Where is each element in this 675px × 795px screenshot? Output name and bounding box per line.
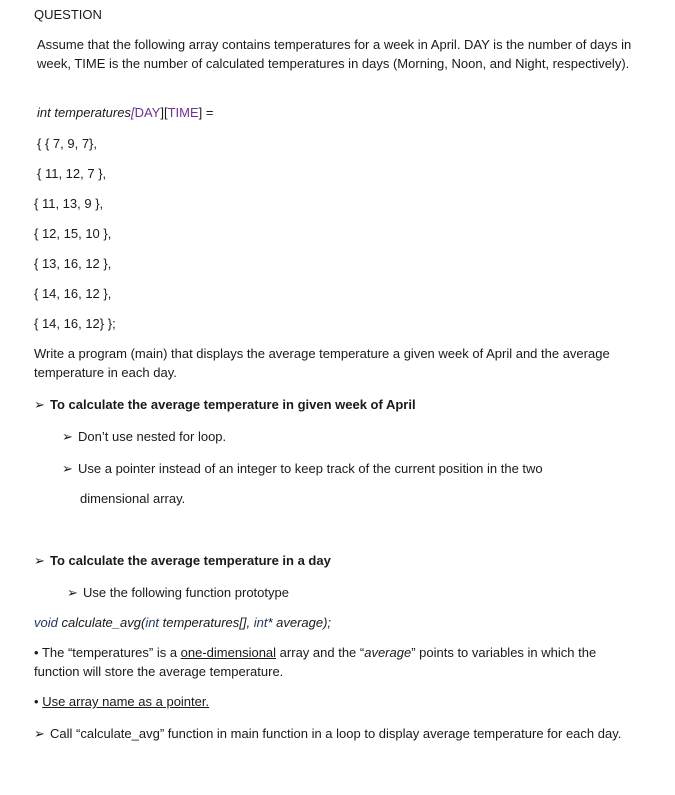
arrow-bullet-icon: ➢	[34, 553, 45, 568]
prototype-param-average: * average);	[267, 615, 332, 630]
bullet-dot-icon: •	[34, 645, 39, 660]
bullet-array-pointer: • Use array name as a pointer.	[34, 694, 210, 709]
prototype-param-temperatures: temperatures[],	[159, 615, 254, 630]
prototype-int-keyword: int	[145, 615, 160, 630]
section1-item-1: ➢ Don’t use nested for loop.	[62, 429, 227, 444]
array-row: { 11, 12, 7 },	[37, 166, 107, 181]
arrow-bullet-icon: ➢	[34, 726, 45, 741]
bullet-temperatures-explanation: • The “temperatures” is a one-dimensional array and the “average” points to variables in which the function will store the average temperature.	[34, 645, 597, 679]
array-row: { 12, 15, 10 },	[34, 226, 112, 241]
intro-paragraph: Assume that the following array contains temperatures for a week in April. DAY is the number of days in week, TIME is the number of calculated temperatures in days (Morning, Noon, and Night, respectively).	[37, 37, 632, 71]
function-prototype	[34, 613, 331, 632]
declaration-type: int temperatures	[37, 105, 131, 120]
prototype-int-keyword: int	[253, 615, 268, 630]
array-row: { 11, 13, 9 },	[34, 196, 104, 211]
section2-item-1: ➢ Use the following function prototype	[67, 585, 289, 600]
declaration-dim-time: TIME	[167, 105, 199, 120]
task-paragraph: Write a program (main) that displays the average temperature a given week of April and the average temperature in each day.	[34, 346, 610, 380]
declaration-bracket-mid: ][	[160, 105, 168, 120]
arrow-bullet-icon: ➢	[67, 585, 78, 600]
prototype-void-keyword: void	[34, 615, 58, 630]
arrow-bullet-icon: ➢	[34, 397, 45, 412]
arrow-bullet-icon: ➢	[62, 461, 73, 476]
section1-heading	[34, 395, 416, 414]
underlined-one-dimensional: one-dimensional	[180, 645, 277, 660]
section1-item-2: ➢ Use a pointer instead of an integer to keep track of the current position in the two	[62, 461, 543, 476]
section1-title: To calculate the average temperature in given week of April	[50, 397, 416, 412]
section2-heading	[34, 551, 331, 570]
array-declaration	[37, 103, 213, 122]
final-instruction: ➢ Call “calculate_avg” function in main function in a loop to display average temperature for each day.	[34, 726, 622, 741]
declaration-tail: ] =	[198, 105, 214, 120]
array-row: { 14, 16, 12 },	[34, 286, 112, 301]
declaration-bracket-open: [	[130, 105, 135, 120]
array-row: { { 7, 9, 7},	[37, 136, 97, 151]
italic-average: average	[364, 645, 412, 660]
array-row: { 14, 16, 12} };	[34, 316, 116, 331]
section2-title: To calculate the average temperature in a day	[50, 553, 331, 568]
prototype-function-name: calculate_avg(	[57, 615, 146, 630]
declaration-dim-day: DAY	[134, 105, 161, 120]
question-heading: QUESTION	[34, 7, 102, 22]
section1-item-2-continued: dimensional array.	[80, 491, 186, 506]
array-row: { 13, 16, 12 },	[34, 256, 112, 271]
bullet-dot-icon: •	[34, 694, 39, 709]
arrow-bullet-icon: ➢	[62, 429, 73, 444]
